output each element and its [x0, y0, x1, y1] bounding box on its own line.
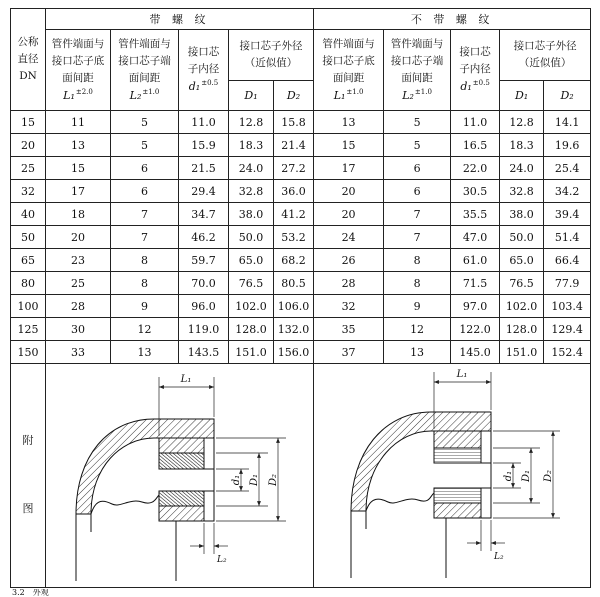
symbol-line	[384, 87, 450, 105]
dn-cell: 125	[11, 318, 46, 341]
L1-label: L₁	[180, 374, 192, 385]
unthreaded-L2-cell: 8	[384, 272, 451, 295]
threaded-L1-cell: 28	[46, 295, 111, 318]
unthreaded-D2-cell: 66.4	[544, 249, 591, 272]
threaded-D1-cell: 12.8	[229, 111, 274, 134]
section-heading: 3.2 外观	[12, 589, 49, 597]
D2-symbol: D₂	[286, 89, 301, 102]
symbol-line	[179, 78, 228, 96]
threaded-D1-cell: 65.0	[229, 249, 274, 272]
threaded-D1-cell: 102.0	[229, 295, 274, 318]
header-line: 面间距	[62, 71, 94, 84]
threaded-D2-cell: 21.4	[274, 134, 314, 157]
threaded-L2-cell: 5	[111, 134, 179, 157]
D1-symbol: D₁	[244, 89, 258, 102]
threaded-group-header	[46, 9, 314, 30]
unthreaded-L2-cell: 5	[384, 134, 451, 157]
table-row	[11, 341, 591, 364]
d1-tolerance: ±0.5	[201, 79, 219, 87]
header-line: 接口芯子端	[390, 54, 444, 67]
L1-symbol: L₁	[63, 88, 75, 102]
threaded-D2-cell: 106.0	[274, 295, 314, 318]
unthreaded-d1-cell: 16.5	[451, 134, 500, 157]
threaded-L1-cell: 33	[46, 341, 111, 364]
header-line: 面间距	[332, 71, 365, 84]
unthreaded-L2-cell: 7	[384, 203, 451, 226]
threaded-D2-header	[274, 81, 314, 111]
D2-label: D₂	[543, 469, 555, 483]
threaded-D2-cell: 15.8	[274, 111, 314, 134]
threaded-L2-cell: 8	[111, 272, 179, 295]
unthreaded-D1-header	[500, 81, 544, 111]
L1-tolerance: ±2.0	[75, 87, 93, 96]
header-line: 接口芯	[187, 46, 220, 58]
header-line: 管件端面与	[51, 37, 105, 50]
threaded-D2-cell: 36.0	[274, 180, 314, 203]
unthreaded-d1-cell: 22.0	[451, 157, 500, 180]
threaded-L1-cell: 11	[46, 111, 111, 134]
unthreaded-d1-cell: 47.0	[451, 226, 500, 249]
threaded-L1-cell: 23	[46, 249, 111, 272]
figure-side-label-wrap	[11, 364, 45, 587]
L2-tolerance: ±1.0	[142, 87, 160, 96]
threaded-L1-cell: 15	[46, 157, 111, 180]
table-row	[11, 318, 591, 341]
threaded-L1-cell: 13	[46, 134, 111, 157]
header-line: 子内径	[459, 63, 491, 75]
unthreaded-L1-cell: 24	[314, 226, 384, 249]
unthreaded-D1-cell: 18.3	[500, 134, 544, 157]
unthreaded-L1-cell: 15	[314, 134, 384, 157]
header-line: 管件端面与	[390, 37, 444, 50]
header-line: （近似值）	[518, 57, 572, 69]
unthreaded-figure-cell	[314, 364, 591, 588]
threaded-L1-cell: 17	[46, 180, 111, 203]
unthreaded-D1-cell: 38.0	[500, 203, 544, 226]
unthreaded-d1-cell: 61.0	[451, 249, 500, 272]
unthreaded-D1-cell: 12.8	[500, 111, 544, 134]
threaded-L2-cell: 7	[111, 203, 179, 226]
threaded-L1-cell: 25	[46, 272, 111, 295]
header-line: （近似值）	[244, 57, 298, 69]
header-line: 接口芯	[459, 46, 491, 58]
table-row	[11, 295, 591, 318]
threaded-D2-cell: 80.5	[274, 272, 314, 295]
figure-side-label	[11, 364, 46, 588]
dn-cell: 15	[11, 111, 46, 134]
threaded-d1-cell: 34.7	[179, 203, 229, 226]
unthreaded-D1-cell: 151.0	[500, 341, 544, 364]
header-line: 接口芯子外径	[239, 40, 303, 52]
unthreaded-D2-cell: 25.4	[544, 157, 591, 180]
unthreaded-L2-header	[384, 30, 451, 111]
group-title: 不 带 螺 纹	[410, 12, 494, 26]
D2-symbol: D₂	[560, 89, 574, 102]
threaded-L2-cell: 13	[111, 341, 179, 364]
table-body	[11, 111, 591, 364]
table-row	[11, 272, 591, 295]
L2-label: L₂	[217, 555, 227, 565]
d1-symbol: d₁	[460, 80, 472, 93]
dn-cell: 100	[11, 295, 46, 318]
dn-cell: 65	[11, 249, 46, 272]
dn-cell: 25	[11, 157, 46, 180]
threaded-D2-cell: 27.2	[274, 157, 314, 180]
threaded-D1-cell: 128.0	[229, 318, 274, 341]
header-line: 接口芯子底	[322, 54, 375, 67]
table-row	[11, 111, 591, 134]
unthreaded-D1-cell: 50.0	[500, 226, 544, 249]
threaded-L1-header	[46, 30, 111, 111]
L1-tolerance: ±1.0	[346, 87, 364, 96]
symbol-line	[111, 87, 178, 105]
threaded-D1-cell: 38.0	[229, 203, 274, 226]
unthreaded-D2-cell: 14.1	[544, 111, 591, 134]
unthreaded-L1-cell: 13	[314, 111, 384, 134]
header-line: DN	[19, 70, 37, 82]
d1-label: d₁	[231, 474, 242, 486]
threaded-L2-cell: 7	[111, 226, 179, 249]
threaded-D1-cell: 151.0	[229, 341, 274, 364]
threaded-D1-cell: 50.0	[229, 226, 274, 249]
threaded-L2-cell: 5	[111, 111, 179, 134]
unthreaded-d1-cell: 11.0	[451, 111, 500, 134]
header-row-2	[11, 30, 591, 81]
unthreaded-D2-cell: 34.2	[544, 180, 591, 203]
header-line: 接口芯子外径	[513, 40, 577, 52]
unthreaded-L1-cell: 20	[314, 180, 384, 203]
unthreaded-L2-cell: 5	[384, 111, 451, 134]
symbol-line	[46, 87, 110, 105]
table-header	[11, 9, 591, 111]
threaded-D2-cell: 156.0	[274, 341, 314, 364]
unthreaded-L1-cell: 26	[314, 249, 384, 272]
threaded-d1-cell: 70.0	[179, 272, 229, 295]
unthreaded-d1-cell: 97.0	[451, 295, 500, 318]
L2-tolerance: ±1.0	[414, 87, 432, 96]
unthreaded-D1-cell: 76.5	[500, 272, 544, 295]
unthreaded-d1-header	[451, 30, 500, 111]
unthreaded-L2-cell: 8	[384, 249, 451, 272]
threaded-D2-cell: 53.2	[274, 226, 314, 249]
header-line: 公称	[17, 36, 39, 48]
threaded-D1-header	[229, 81, 274, 111]
L1-label: L₁	[456, 369, 468, 380]
d1-symbol: d₁	[188, 80, 201, 93]
d1-tolerance: ±0.5	[472, 79, 490, 87]
unthreaded-D2-cell: 152.4	[544, 341, 591, 364]
threaded-od-header	[229, 30, 314, 81]
header-line: 管件端面与	[322, 37, 375, 50]
L2-label: L₂	[494, 552, 504, 562]
threaded-d1-cell: 46.2	[179, 226, 229, 249]
L2-symbol: L₂	[129, 88, 142, 102]
unthreaded-L2-cell: 7	[384, 226, 451, 249]
header-line: 面间距	[128, 71, 161, 84]
unthreaded-L2-cell: 6	[384, 180, 451, 203]
D1-label: D₁	[521, 469, 533, 483]
table-row	[11, 157, 591, 180]
dn-cell: 20	[11, 134, 46, 157]
header-line: 管件端面与	[118, 37, 171, 50]
unthreaded-D2-cell: 51.4	[544, 226, 591, 249]
table-row	[11, 249, 591, 272]
dn-cell: 32	[11, 180, 46, 203]
threaded-L1-cell: 20	[46, 226, 111, 249]
unthreaded-L1-cell: 20	[314, 203, 384, 226]
threaded-L2-cell: 12	[111, 318, 179, 341]
threaded-d1-header	[179, 30, 229, 111]
unthreaded-group-header	[314, 9, 591, 30]
header-line: 面间距	[401, 71, 433, 84]
threaded-figure-cell	[46, 364, 314, 588]
header-line: 子内径	[187, 63, 220, 75]
threaded-L2-cell: 6	[111, 180, 179, 203]
unthreaded-od-header	[500, 30, 591, 81]
unthreaded-D2-header	[544, 81, 591, 111]
table-row	[11, 226, 591, 249]
unthreaded-D1-cell: 128.0	[500, 318, 544, 341]
unthreaded-D1-cell: 24.0	[500, 157, 544, 180]
threaded-d1-cell: 21.5	[179, 157, 229, 180]
d1-label: d₁	[503, 470, 515, 482]
threaded-d1-cell: 119.0	[179, 318, 229, 341]
unthreaded-D2-cell: 103.4	[544, 295, 591, 318]
unthreaded-d1-cell: 145.0	[451, 341, 500, 364]
threaded-D2-cell: 41.2	[274, 203, 314, 226]
threaded-D1-cell: 18.3	[229, 134, 274, 157]
figure-section	[11, 364, 591, 588]
symbol-line	[451, 78, 499, 96]
figure-side-char: 附	[22, 434, 34, 447]
threaded-L1-cell: 18	[46, 203, 111, 226]
threaded-elbow-drawing	[46, 364, 314, 587]
dn-header	[11, 9, 46, 111]
header-row-1	[11, 9, 591, 30]
unthreaded-d1-cell: 122.0	[451, 318, 500, 341]
unthreaded-d1-cell: 35.5	[451, 203, 500, 226]
unthreaded-L2-cell: 9	[384, 295, 451, 318]
threaded-d1-cell: 143.5	[179, 341, 229, 364]
threaded-d1-cell: 11.0	[179, 111, 229, 134]
unthreaded-d1-cell: 71.5	[451, 272, 500, 295]
D1-label: D₁	[249, 473, 260, 487]
header-line: 直径	[17, 53, 39, 65]
group-title: 带 螺 纹	[149, 12, 210, 26]
unthreaded-D1-cell: 102.0	[500, 295, 544, 318]
header-line: 接口芯子端	[118, 54, 171, 67]
unthreaded-L1-cell: 35	[314, 318, 384, 341]
threaded-D1-cell: 32.8	[229, 180, 274, 203]
table-row	[11, 203, 591, 226]
threaded-L2-cell: 9	[111, 295, 179, 318]
D1-symbol: D₁	[514, 89, 529, 102]
threaded-D2-cell: 68.2	[274, 249, 314, 272]
D2-label: D₂	[268, 473, 279, 487]
unthreaded-L1-cell: 37	[314, 341, 384, 364]
unthreaded-D1-cell: 65.0	[500, 249, 544, 272]
threaded-d1-cell: 96.0	[179, 295, 229, 318]
unthreaded-D2-cell: 129.4	[544, 318, 591, 341]
table-row	[11, 134, 591, 157]
dn-cell: 40	[11, 203, 46, 226]
threaded-d1-cell: 29.4	[179, 180, 229, 203]
threaded-d1-cell: 15.9	[179, 134, 229, 157]
specification-table	[10, 8, 591, 588]
unthreaded-L2-cell: 6	[384, 157, 451, 180]
unthreaded-L2-cell: 12	[384, 318, 451, 341]
unthreaded-elbow-drawing	[314, 364, 591, 587]
table-row	[11, 180, 591, 203]
threaded-D2-cell: 132.0	[274, 318, 314, 341]
unthreaded-D2-cell: 77.9	[544, 272, 591, 295]
unthreaded-L2-cell: 13	[384, 341, 451, 364]
header-line: 接口芯子底	[51, 54, 105, 67]
symbol-line	[314, 87, 383, 105]
dn-cell: 50	[11, 226, 46, 249]
threaded-D1-cell: 24.0	[229, 157, 274, 180]
dn-cell: 80	[11, 272, 46, 295]
threaded-L2-header	[111, 30, 179, 111]
figure-row	[11, 364, 591, 588]
unthreaded-D1-cell: 32.8	[500, 180, 544, 203]
unthreaded-L1-cell: 17	[314, 157, 384, 180]
threaded-D1-cell: 76.5	[229, 272, 274, 295]
L2-symbol: L₂	[402, 88, 414, 102]
threaded-L2-cell: 8	[111, 249, 179, 272]
unthreaded-L1-header	[314, 30, 384, 111]
figure-side-char: 图	[22, 502, 34, 515]
threaded-L1-cell: 30	[46, 318, 111, 341]
unthreaded-L1-cell: 32	[314, 295, 384, 318]
threaded-L2-cell: 6	[111, 157, 179, 180]
unthreaded-D2-cell: 19.6	[544, 134, 591, 157]
unthreaded-d1-cell: 30.5	[451, 180, 500, 203]
threaded-insert	[159, 438, 214, 521]
dn-cell: 150	[11, 341, 46, 364]
unthreaded-D2-cell: 39.4	[544, 203, 591, 226]
plain-insert	[434, 431, 491, 518]
threaded-d1-cell: 59.7	[179, 249, 229, 272]
unthreaded-L1-cell: 28	[314, 272, 384, 295]
L1-symbol: L₁	[333, 88, 346, 102]
